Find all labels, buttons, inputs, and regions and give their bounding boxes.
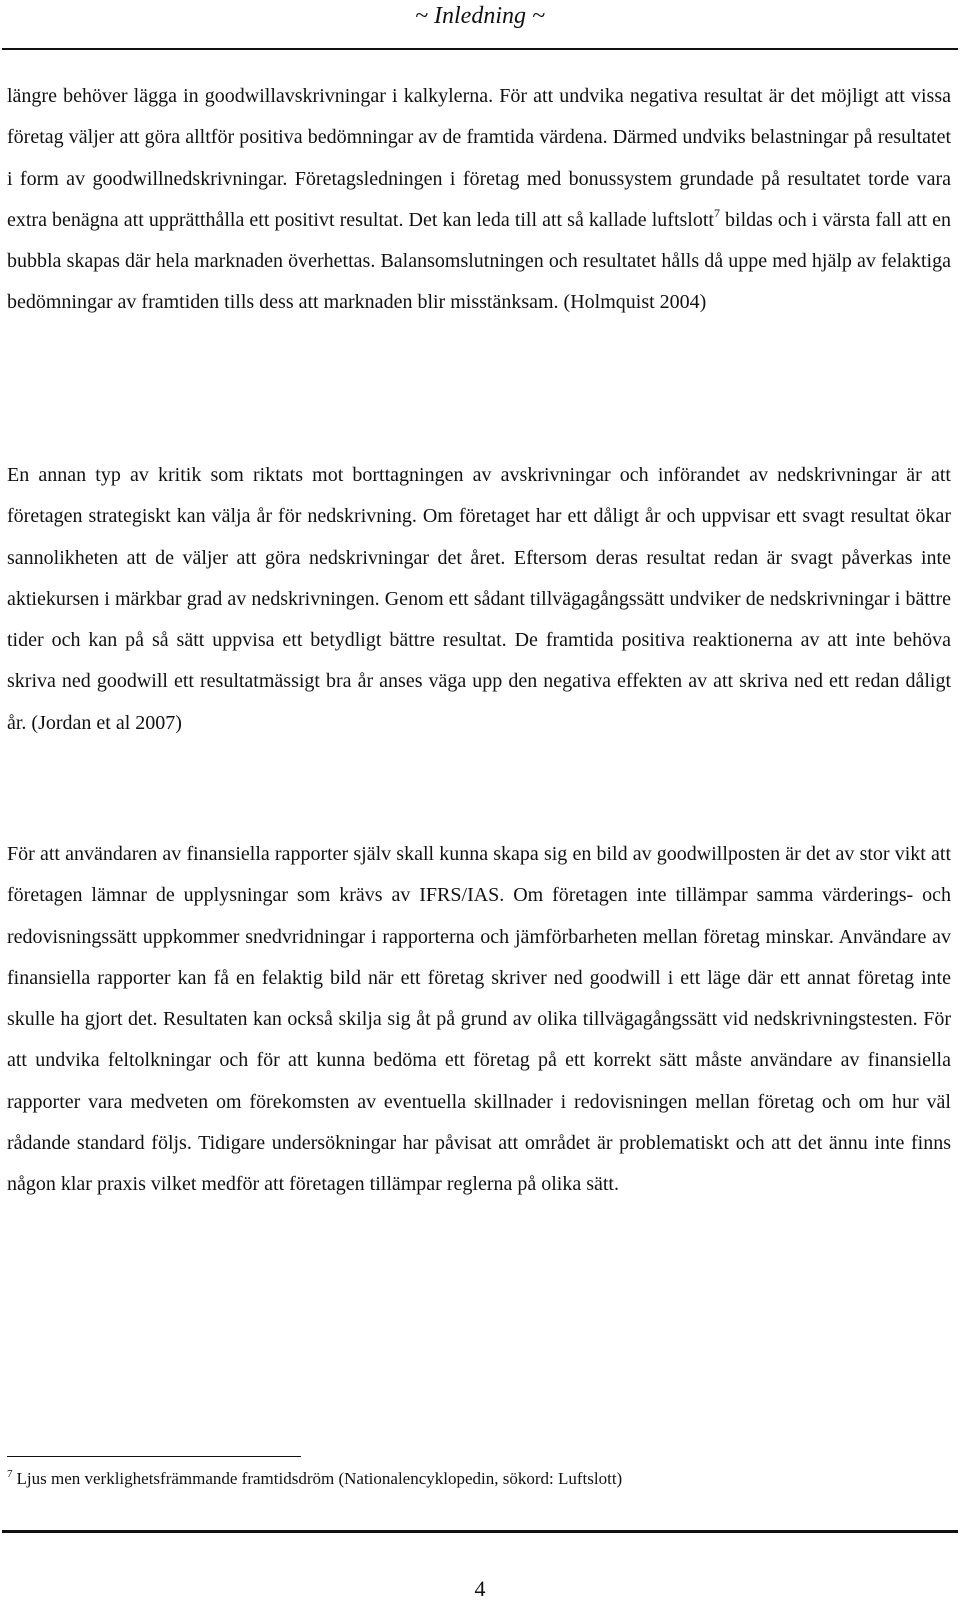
footnote-number: 7 (7, 1468, 13, 1480)
header-rule (2, 48, 958, 50)
footnote-reference: 7 (713, 205, 720, 220)
footer-rule (2, 1530, 958, 1533)
page-number: 4 (474, 1576, 486, 1601)
footnote-separator (7, 1456, 301, 1457)
footnote-text: Ljus men verklighetsfrämmande framtidsdröm (Nationalencyklopedin, sökord: Luftslott) (16, 1469, 623, 1488)
paragraph-1-text-end: bildas och i värsta fall att en bubbla skapas där hela marknaden överhettas. Balansomslutningen och resultatet hålls då uppe med hjälp av felaktiga bedömningar av framtiden tills dess att marknaden blir misstänksam. (Holmquist 2004) (7, 208, 952, 314)
paragraph-1-text-start: längre behöver lägga in goodwillavskrivningar i kalkylerna. För att undvika negativa resultat är det möjligt att vissa företag väljer att göra alltför positiva bedömningar av de framtida värdena. Därmed undviks belastningar på resultatet i form av goodwillnedskrivningar. Företagsledningen i företag med bonussystem grundade på resultatet torde vara extra benägna att upprätthålla ett positivt resultat. Det kan leda till att så kallade luftslott (7, 85, 951, 231)
running-header-title: ~ Inledning ~ (415, 3, 545, 29)
body-paragraph-3: För att användaren av finansiella rapporter själv skall kunna skapa sig en bild av goodwillposten är det av stor vikt att företagen lämnar de upplysningar som krävs av IFRS/IAS. Om företagen inte tillämpar samma värderings- och redovisningssätt uppkommer snedvridningar i rapporterna och jämförbarheten mellan företag minskar. Användare av finansiella rapporter kan få en felaktig bild när ett företag skriver ned goodwill i ett läge där ett annat företag inte skulle ha gjort det. Resultaten kan också skilja sig åt på grund av olika tillvägagångssätt vid nedskrivningstesten. För att undvika feltolkningar och för att kunna bedöma ett företag på ett korrekt sätt måste användare av finansiella rapporter vara medveten om förekomsten av eventuella skillnader i redovisningen mellan företag och om hur väl rådande standard följs. Tidigare undersökningar har påvisat att området är problematiskt och att det ännu inte finns någon klar praxis vilket medför att företagen tillämpar reglerna på olika sätt. (7, 843, 951, 1196)
body-paragraph-2: En annan typ av kritik som riktats mot borttagningen av avskrivningar och införandet av nedskrivningar är att företagen strategiskt kan välja år för nedskrivning. Om företaget har ett dåligt år och uppvisar ett svagt resultat ökar sannolikheten att de väljer att göra nedskrivningar det året. Eftersom deras resultat redan är svagt påverkas inte aktiekursen i märkbar grad av nedskrivningen. Genom ett sådant tillvägagångssätt undviker de nedskrivningar i bättre tider och kan på så sätt uppvisa ett betydligt bättre resultat. De framtida positiva reaktionerna av att inte behöva skriva ned goodwill ett resultatmässigt bra år anses väga upp den negativa effekten av att skriva ned ett redan dåligt år. (Jordan et al 2007) (7, 464, 951, 734)
body-paragraph-1 (7, 76, 951, 324)
footnote (7, 1467, 947, 1491)
